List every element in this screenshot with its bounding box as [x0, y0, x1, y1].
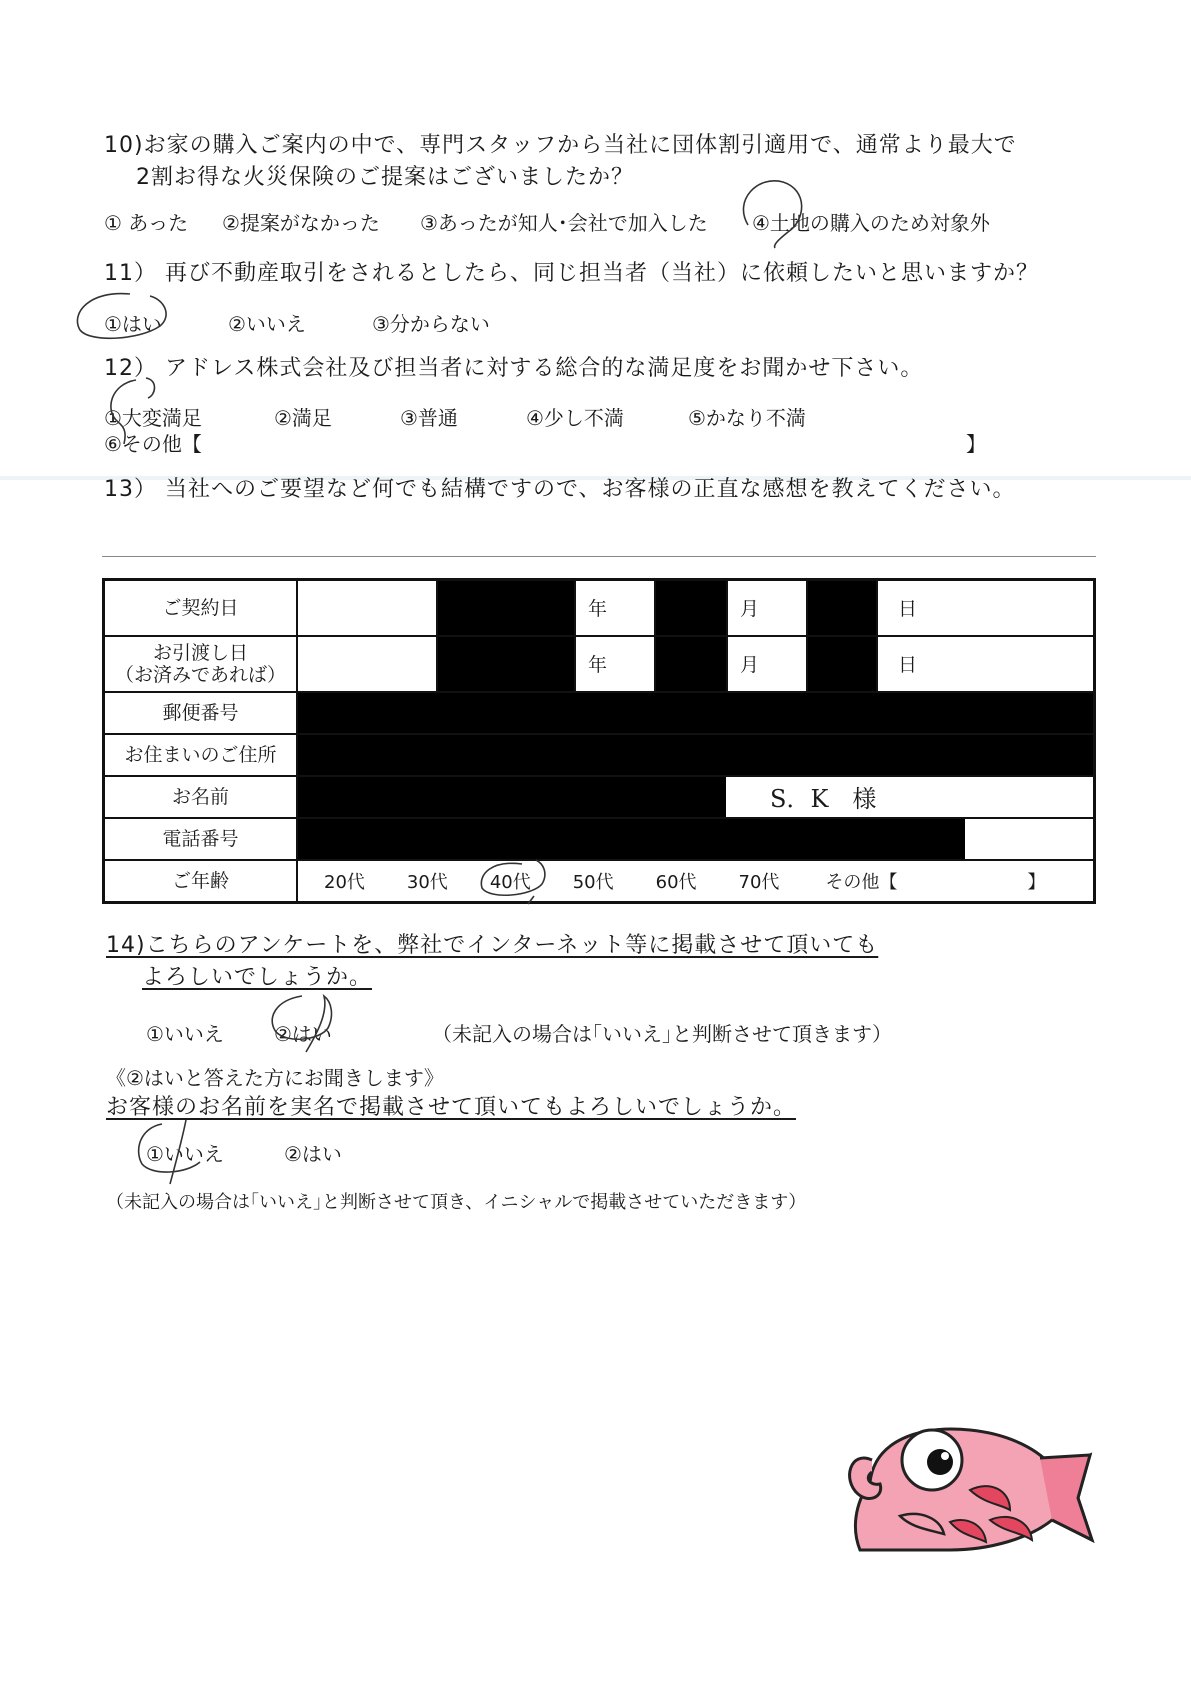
contract-year-redacted	[437, 580, 575, 636]
name-redacted	[298, 777, 726, 817]
q10-line1: 10)お家の購入ご案内の中で、専門スタッフから当社に団体割引適用で、通常より最大で	[104, 133, 1017, 158]
q14-followup-intro: 《②はいと答えた方にお聞きします》	[106, 1066, 444, 1090]
q11-option-1[interactable]: ①はい	[104, 312, 162, 336]
q12-option-1[interactable]: ①大変満足	[104, 406, 202, 430]
phone-label: 電話番号	[104, 818, 298, 860]
contract-day-redacted	[807, 580, 877, 636]
q14-followup-option-2[interactable]: ②はい	[284, 1142, 342, 1166]
handover-day-redacted	[807, 636, 877, 692]
contract-day-unit: 日	[877, 580, 1095, 636]
q14-note: （未記入の場合は｢いいえ｣と判断させて頂きます）	[432, 1022, 892, 1046]
q11-option-3[interactable]: ③分からない	[372, 312, 490, 336]
q12-text: 12） アドレス株式会社及び担当者に対する総合的な満足度をお聞かせ下さい。	[104, 356, 924, 381]
q10-option-1[interactable]: ① あった	[104, 211, 189, 235]
name-value: S．K 様	[770, 785, 877, 813]
q12-option-4[interactable]: ④少し不満	[526, 406, 624, 430]
contract-era-cell[interactable]	[297, 580, 437, 636]
handover-day-unit: 日	[877, 636, 1095, 692]
q10-option-4[interactable]: ④土地の購入のため対象外	[752, 211, 990, 235]
name-cell[interactable]	[297, 776, 1095, 818]
q10-option-2[interactable]: ②提案がなかった	[222, 211, 380, 235]
q14-line1: 14)こちらのアンケートを、弊社でインターネット等に掲載させて頂いても	[106, 933, 879, 958]
phone-redacted	[298, 819, 965, 859]
q14-option-2[interactable]: ②はい	[274, 1022, 332, 1046]
age-label: ご年齢	[104, 860, 298, 903]
postal-code-label: 郵便番号	[104, 692, 298, 734]
contract-year-unit: 年	[575, 580, 655, 636]
q13-text: 13） 当社へのご要望など何でも結構ですので、お客様の正直な感想を教えてください。	[104, 477, 1016, 502]
name-label: お名前	[104, 776, 298, 818]
age-option-20s[interactable]: 20代	[324, 871, 365, 893]
q12-other-close-bracket: 】	[966, 432, 986, 456]
q10-line2: 2割お得な火災保険のご提案はございましたか？	[136, 165, 634, 190]
contract-date-label: ご契約日	[104, 580, 298, 636]
fish-mascot-illustration	[840, 1420, 1100, 1555]
age-option-50s[interactable]: 50代	[572, 871, 614, 893]
q12-option-6-other[interactable]: ⑥その他【	[104, 432, 202, 456]
age-other-close-bracket: 】	[1027, 871, 1046, 893]
handover-date-label: お引渡し日 （お済みであれば）	[104, 636, 298, 692]
age-option-60s[interactable]: 60代	[655, 871, 697, 893]
age-option-40s[interactable]: 40代	[489, 871, 531, 893]
q14-followup-question: お客様のお名前を実名で掲載させて頂いてもよろしいでしょうか。	[106, 1095, 797, 1120]
q13-answer-line	[102, 556, 1096, 557]
q11-text: 11） 再び不動産取引をされるとしたら、同じ担当者（当社）に依頼したいと思いますか？	[104, 261, 1039, 286]
age-options	[297, 860, 1095, 903]
age-option-70s[interactable]: 70代	[738, 871, 780, 893]
q10-option-3[interactable]: ③あったが知人･会社で加入した	[420, 211, 708, 235]
handover-month-redacted	[655, 636, 727, 692]
q14-option-1[interactable]: ①いいえ	[146, 1022, 224, 1046]
handover-era-cell[interactable]	[297, 636, 437, 692]
q12-option-3[interactable]: ③普通	[400, 406, 458, 430]
q14-line2: よろしいでしょうか。	[142, 965, 373, 990]
address-label: お住まいのご住所	[104, 734, 298, 776]
age-option-other[interactable]: その他【	[825, 871, 898, 893]
postal-code-redacted	[297, 692, 1095, 734]
address-redacted	[297, 734, 1095, 776]
q12-option-2[interactable]: ②満足	[274, 406, 332, 430]
handover-year-redacted	[437, 636, 575, 692]
handover-month-unit: 月	[727, 636, 807, 692]
customer-info-table	[102, 578, 1096, 904]
q12-option-5[interactable]: ⑤かなり不満	[688, 406, 806, 430]
q14-followup-option-1[interactable]: ①いいえ	[146, 1142, 224, 1166]
phone-cell[interactable]	[297, 818, 1095, 860]
contract-month-redacted	[655, 580, 727, 636]
handover-year-unit: 年	[575, 636, 655, 692]
age-option-30s[interactable]: 30代	[406, 871, 448, 893]
q11-option-2[interactable]: ②いいえ	[228, 312, 306, 336]
q14-followup-note: （未記入の場合は｢いいえ｣と判断させて頂き、イニシャルで掲載させていただきます）	[106, 1192, 807, 1213]
contract-month-unit: 月	[727, 580, 807, 636]
